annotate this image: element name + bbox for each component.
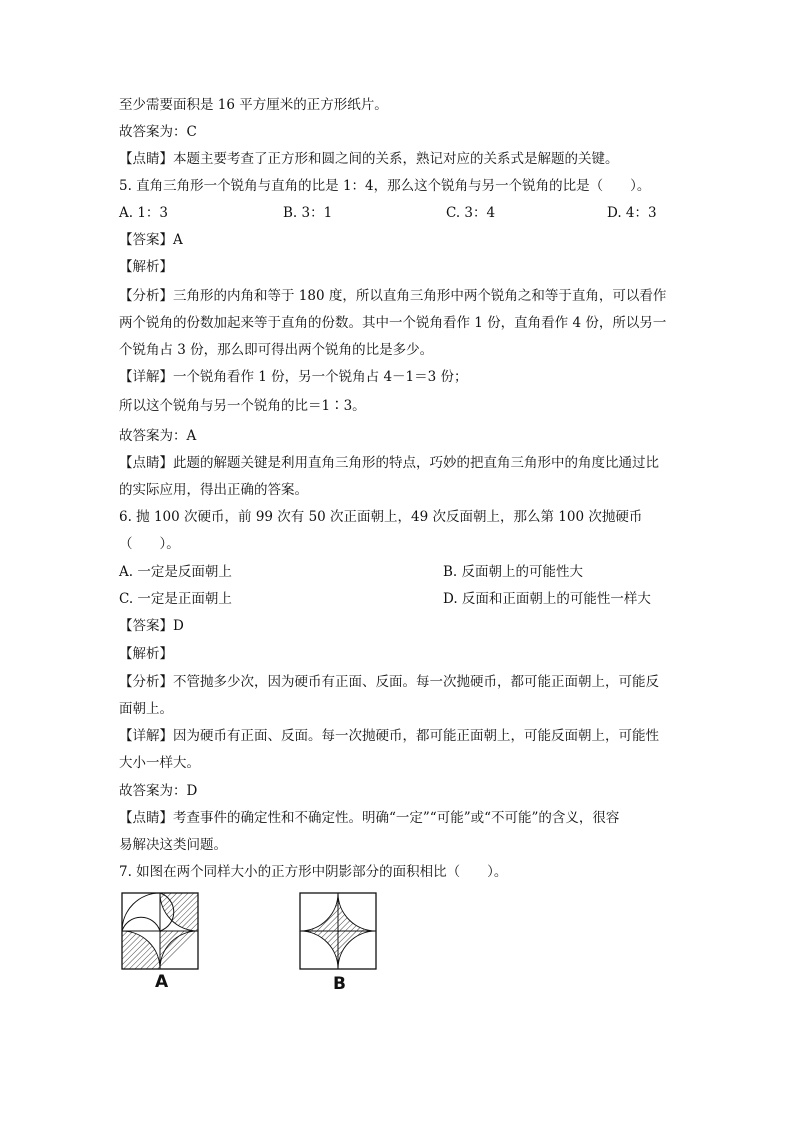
q6-analysis-line-2: 面朝上。 [119,701,173,717]
q6-comment-line-1: 【点睛】考查事件的确定性和不确定性。明确“一定”“可能”或“不可能”的含义，很容 [119,810,620,826]
figure-b-label: B [333,974,346,994]
q6-option-c: C. 一定是正面朝上 [119,591,232,607]
question-6-stem: 6. 抛 100 次硬币，前 99 次有 50 次正面朝上，49 次反面朝上，那么第 100 次抛硬币 [119,509,643,525]
q5-detail-line-1: 【详解】一个锐角看作 1 份，另一个锐角占 4－1＝3 份； [119,369,468,385]
q6-comment-line-2: 易解决这类问题。 [119,837,227,853]
q5-analysis-line-2: 两个锐角的份数加起来等于直角的份数。其中一个锐角看作 1 份，直角看作 4 份，所以另一 [119,315,667,331]
q6-analysis-heading: 【解析】 [119,646,173,662]
question-5-stem: 5. 直角三角形一个锐角与直角的比是 1：4，那么这个锐角与另一个锐角的比是（ ）。 [119,178,651,194]
q5-analysis-heading: 【解析】 [119,259,173,275]
q5-option-d: D. 4：3 [607,205,657,221]
q6-answer: 【答案】D [119,618,184,634]
answer-line: 故答案为：C [119,124,197,140]
comment-line: 【点睛】本题主要考查了正方形和圆之间的关系，熟记对应的关系式是解题的关键。 [119,151,619,167]
question-6-stem-cont: （ ）。 [119,536,180,552]
question-7-stem: 7. 如图在两个同样大小的正方形中阴影部分的面积相比（ ）。 [119,864,508,880]
q5-comment-line-1: 【点睛】此题的解题关键是利用直角三角形的特点，巧妙的把直角三角形中的角度比通过比 [119,455,659,471]
q5-comment-line-2: 的实际应用，得出正确的答案。 [119,482,308,498]
q6-option-b: B. 反面朝上的可能性大 [443,564,584,580]
q5-analysis-line-3: 个锐角占 3 份，那么即可得出两个锐角的比是多少。 [119,342,434,358]
q6-detail-line-1: 【详解】因为硬币有正面、反面。每一次抛硬币，都可能正面朝上，可能反面朝上，可能性 [119,728,659,744]
q6-option-d: D. 反面和正面朝上的可能性一样大 [443,591,651,607]
q6-final-answer: 故答案为：D [119,783,198,799]
q5-option-b: B. 3：1 [283,205,333,221]
q5-answer: 【答案】A [119,232,183,248]
q6-option-a: A. 一定是反面朝上 [119,564,232,580]
q5-detail-line-2: 所以这个锐角与另一个锐角的比＝1∶3。 [119,398,366,414]
figure-a-diagram [121,892,201,972]
solution-conclusion-line: 至少需要面积是 16 平方厘米的正方形纸片。 [119,97,388,113]
figure-a-label: A [155,972,169,992]
q6-analysis-line-1: 【分析】不管抛多少次，因为硬币有正面、反面。每一次抛硬币，都可能正面朝上，可能反 [119,674,659,690]
q5-option-c: C. 3：4 [446,205,496,221]
q5-analysis-line-1: 【分析】三角形的内角和等于 180 度，所以直角三角形中两个锐角之和等于直角，可以看作 [119,288,667,304]
q5-final-answer: 故答案为：A [119,428,197,444]
q5-option-a: A. 1：3 [119,205,169,221]
q6-detail-line-2: 大小一样大。 [119,755,200,771]
figure-b-diagram [299,892,379,972]
